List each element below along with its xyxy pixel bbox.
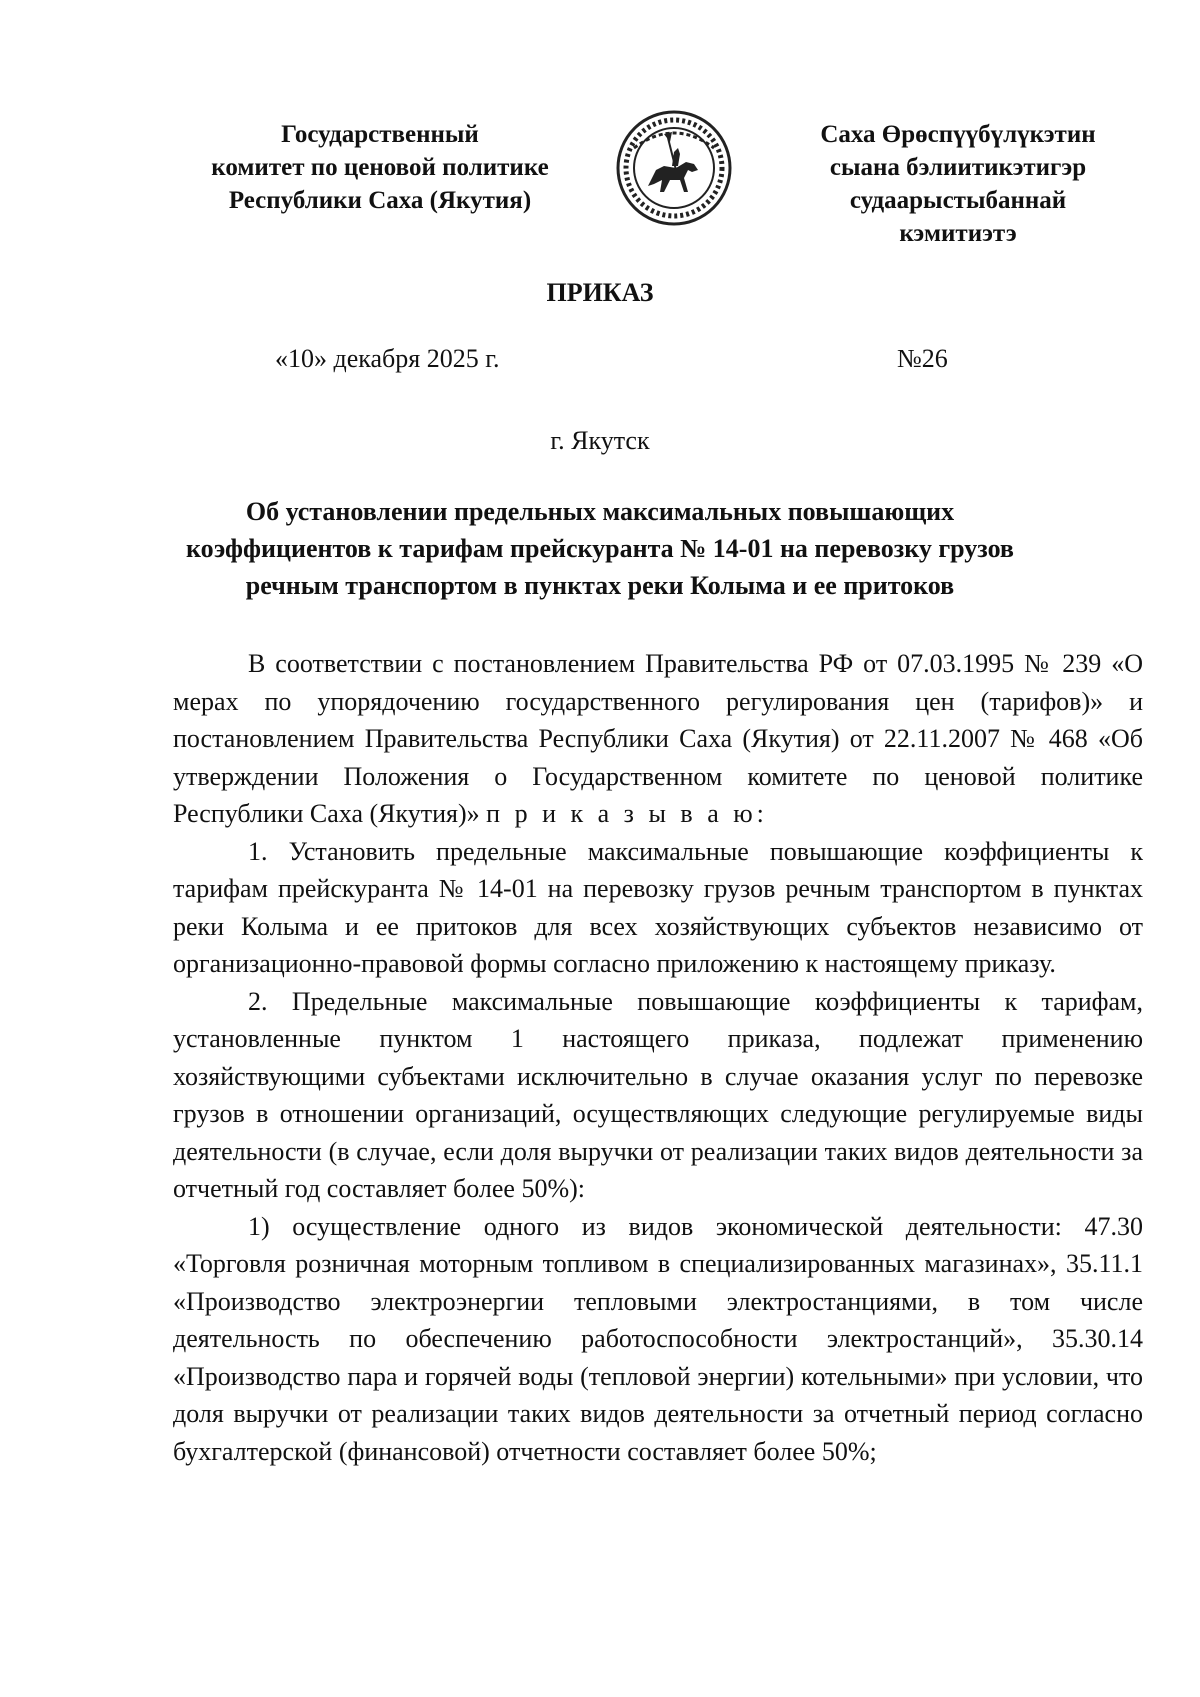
- header-left-ru: [160, 118, 600, 217]
- item-2: 2. Предельные максимальные повышающие коэффициенты к тарифам, установленные пунктом 1 настоящего приказа, подлежат применению хозяйствующими субъектами исключительно в случае оказания услуг по перевозке грузов в отношении организаций, осуществляющих следующие регулируемые виды деятельности (в случае, если доля выручки от реализации таких видов деятельности за отчетный год составляет более 50%):: [173, 986, 1143, 1203]
- yakutia-coat-of-arms-icon: [614, 108, 734, 228]
- order-number: №26: [897, 344, 948, 373]
- order-date: «10» декабря 2025 г.: [275, 344, 500, 373]
- document-title: ПРИКАЗ: [546, 278, 654, 307]
- order-word: п р и к а з ы в а ю:: [486, 799, 768, 828]
- header-right-line: кэмитиэтэ: [899, 220, 1017, 247]
- header-right-line: сыана бэлиитикэтигэр: [829, 154, 1087, 181]
- preamble-paragraph: [173, 645, 1143, 833]
- preamble-text: В соответствии с постановлением Правительства РФ от 07.03.1995 № 239 «О мерах по упорядочению государственного регулирования цен (тарифов)» и постановлением Правительства Республики Саха (Якутия) от 22.11.2007 № 468 «Об утверждении Положения о Государственном комитете по ценовой политике Республики Саха (Якутия)»: [173, 649, 1143, 828]
- header-left-line: Республики Саха (Якутия): [228, 187, 532, 214]
- item-1: 1. Установить предельные максимальные повышающие коэффициенты к тарифам прейскуранта № 14-01 на перевозку грузов речным транспортом в пунктах реки Колыма и ее притоков для всех хозяйствующих субъектов независимо от организационно-правовой формы согласно приложению к настоящему приказу.: [173, 836, 1143, 978]
- header-right-line: судаарыстыбаннай: [849, 187, 1067, 214]
- header-left-line: комитет по ценовой политике: [211, 154, 549, 181]
- order-subject: Об установлении предельных максимальных повышающих коэффициентов к тарифам прейскуранта № 14-01 на перевозку грузов речным транспортом в пунктах реки Колыма и ее притоков: [186, 497, 1014, 600]
- header-right-line: Саха Өрөспүүбүлүкэтин: [820, 121, 1096, 148]
- document-body: [173, 645, 1143, 1470]
- subitem-1: 1) осуществление одного из видов экономической деятельности: 47.30 «Торговля розничная моторным топливом в специализированных магазинах», 35.11.1 «Производство электроэнергии тепловыми электростанциями, в том числе деятельность по обеспечению работоспособности электростанций», 35.30.14 «Производство пара и горячей воды (тепловой энергии) котельными» при условии, что доля выручки от реализации таких видов деятельности за отчетный период согласно бухгалтерской (финансовой) отчетности составляет более 50%;: [173, 1211, 1143, 1466]
- order-city: г. Якутск: [550, 426, 650, 455]
- header-left-line: Государственный: [281, 121, 479, 148]
- header-right-sah: [778, 118, 1138, 250]
